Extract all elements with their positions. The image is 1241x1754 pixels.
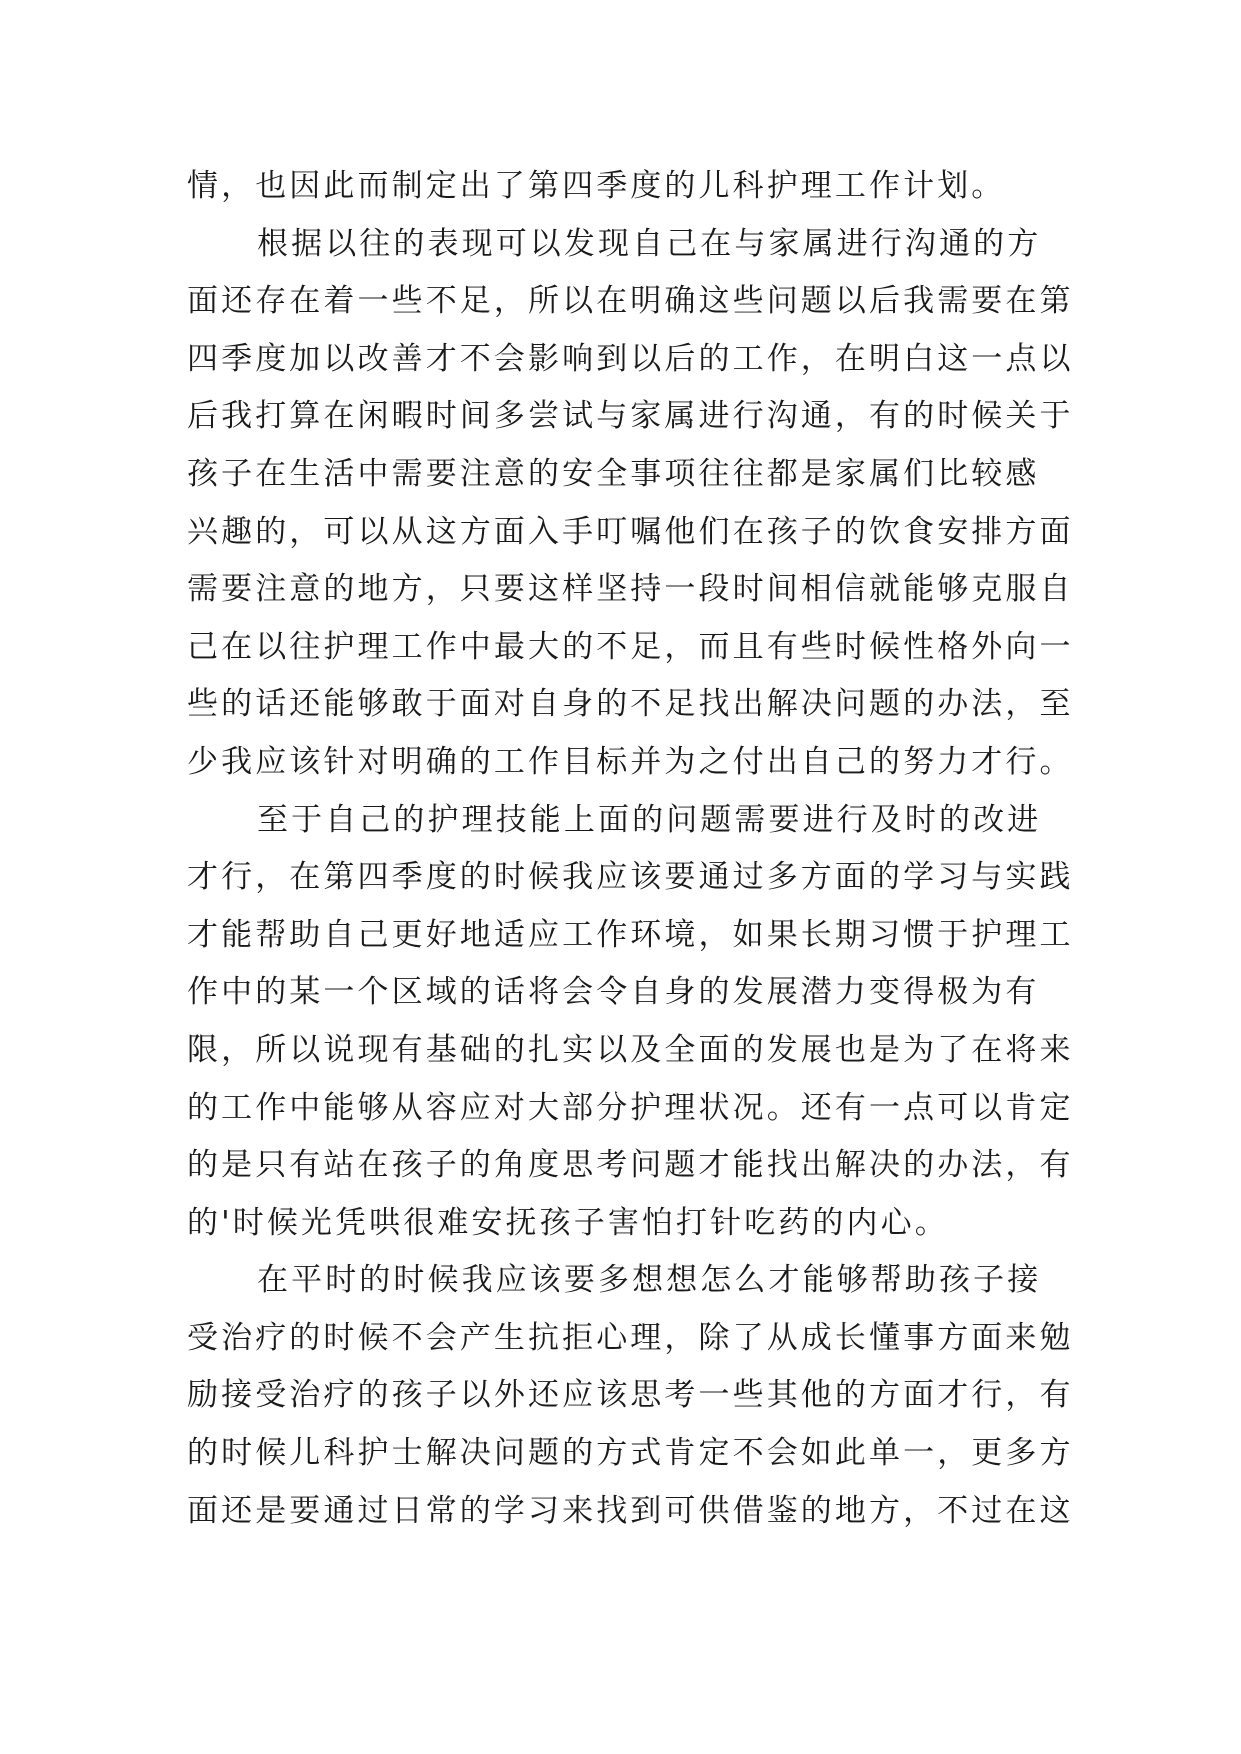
text-line: 己在以往护理工作中最大的不足，而且有些时候性格外向一 [187,628,1074,665]
text-line: 面还是要通过日常的学习来找到可供借鉴的地方，不过在这 [187,1492,1074,1529]
text-line: 需要注意的地方，只要这样坚持一段时间相信就能够克服自 [187,571,1074,608]
text-line: 孩子在生活中需要注意的安全事项往往都是家属们比较感 [187,455,1040,492]
text-line: 的工作中能够从容应对大部分护理状况。还有一点可以肯定 [187,1089,1074,1126]
text-line: 限，所以说现有基础的扎实以及全面的发展也是为了在将来 [187,1031,1074,1068]
text-line: 兴趣的，可以从这方面入手叮嘱他们在孩子的饮食安排方面 [187,513,1074,550]
text-line: 面还存在着一些不足，所以在明确这些问题以后我需要在第 [187,283,1074,320]
text-line: 少我应该针对明确的工作目标并为之付出自己的努力才行。 [187,743,1074,780]
text-line: 才行，在第四季度的时候我应该要通过多方面的学习与实践 [187,859,1074,896]
text-line: 的是只有站在孩子的角度思考问题才能找出解决的办法，有 [187,1147,1074,1184]
text-line: 四季度加以改善才不会影响到以后的工作，在明白这一点以 [187,340,1074,377]
document-body [187,158,1074,1540]
text-line: 励接受治疗的孩子以外还应该思考一些其他的方面才行，有 [187,1377,1074,1414]
text-line: 根据以往的表现可以发现自己在与家属进行沟通的方 [257,225,1042,262]
text-line: 才能帮助自己更好地适应工作环境，如果长期习惯于护理工 [187,916,1074,953]
text-line: 在平时的时候我应该要多想想怎么才能够帮助孩子接 [257,1262,1042,1299]
text-line: 的时候儿科护士解决问题的方式肯定不会如此单一，更多方 [187,1435,1074,1472]
text-line: 些的话还能够敢于面对自身的不足找出解决问题的办法，至 [187,686,1074,723]
text-line: 情，也因此而制定出了第四季度的儿科护理工作计划。 [187,168,1006,204]
text-line: 作中的某一个区域的话将会令自身的发展潜力变得极为有 [187,974,1040,1011]
text-line: 受治疗的时候不会产生抗拒心理，除了从成长懂事方面来勉 [187,1319,1074,1356]
text-line: 至于自己的护理技能上面的问题需要进行及时的改进 [257,801,1042,838]
text-line: 的'时候光凭哄很难安抚孩子害怕打针吃药的内心。 [187,1204,949,1241]
text-line: 后我打算在闲暇时间多尝试与家属进行沟通，有的时候关于 [187,398,1074,435]
